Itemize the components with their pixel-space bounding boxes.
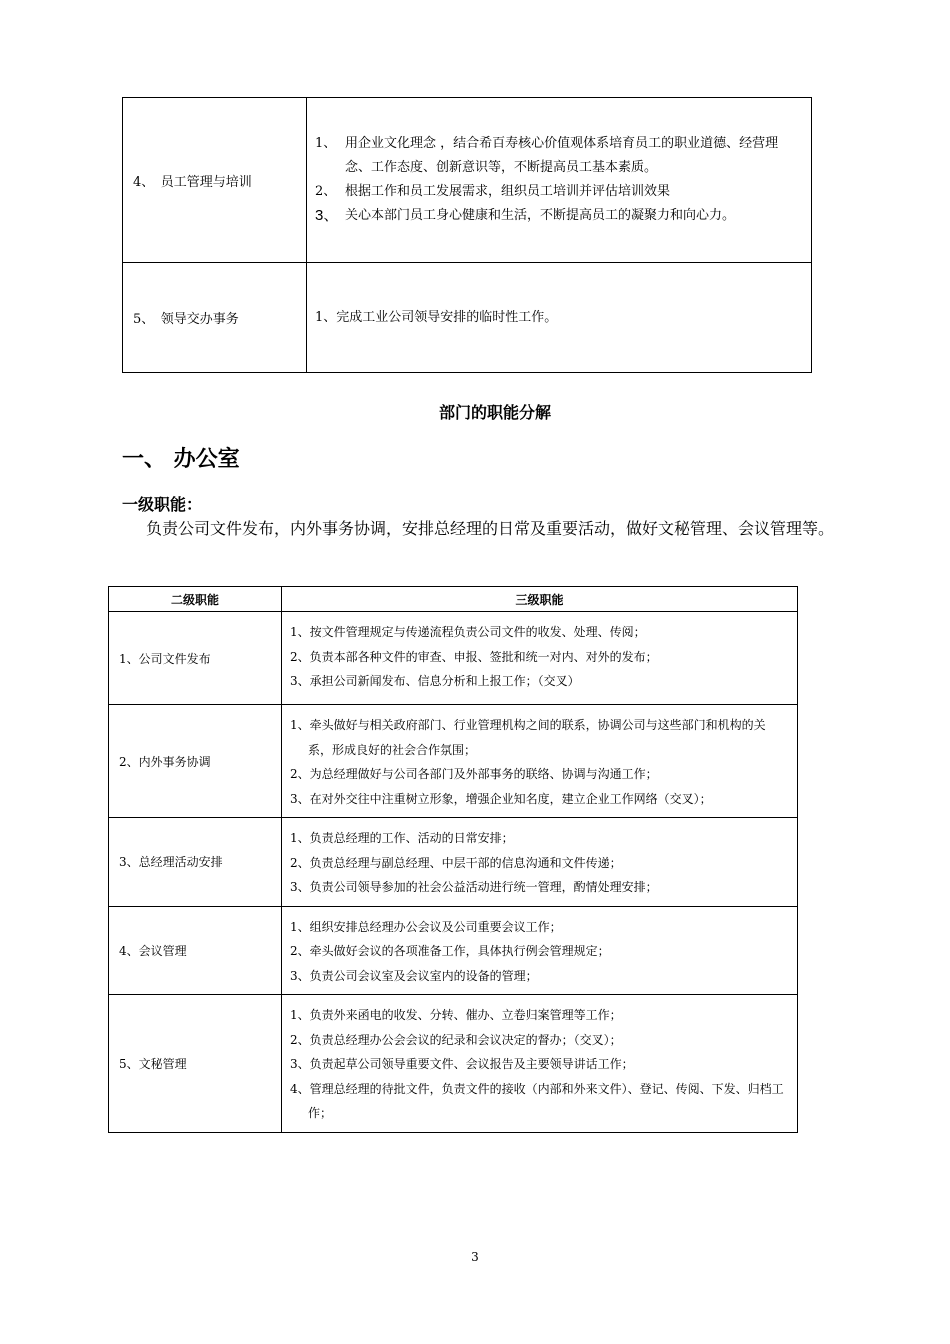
chapter-title: 一、 办公室 (122, 447, 240, 472)
row-content (282, 705, 798, 818)
list-item: 3、负责公司会议室及会议室内的设备的管理； (290, 968, 538, 983)
table-row (109, 818, 798, 907)
list-item: 3、在对外交往中注重树立形象，增强企业知名度，建立企业工作网络（交叉）； (290, 791, 712, 806)
table-row (109, 705, 798, 818)
row-content (282, 995, 798, 1133)
list-item: 4、管理总经理的待批文件，负责文件的接收（内部和外来文件）、登记、传阅、下发、归档工作； (290, 1081, 784, 1120)
function-breakdown-table (108, 586, 798, 1133)
row-content (282, 612, 798, 705)
list-item: 2、 根据工作和员工发展需求，组织员工培训并评估培训效果 (315, 184, 671, 199)
table-row (109, 612, 798, 705)
table-header-row (109, 587, 798, 612)
list-item: 2、为总经理做好与公司各部门及外部事务的联络、协调与沟通工作； (290, 767, 658, 781)
level1-label: 一级职能： (122, 495, 203, 514)
list-item: 1、负责外来函电的收发、分转、催办、立卷归案管理等工作； (290, 1008, 622, 1022)
row-label: 4、会议管理 (109, 906, 282, 995)
list-item: 2、负责总经理办公会会议的纪录和会议决定的督办；（交叉）； (290, 1032, 622, 1047)
row-label: 4、 员工管理与培训 (123, 98, 307, 263)
responsibility-table-continued (122, 97, 812, 373)
list-item: 1、 用企业文化理念 ，结合希百寿核心价值观体系培育员工的职业道德、经营理念、工作态度、创新意识等，不断提高员工基本素质。 (315, 136, 779, 175)
list-item: 2、负责本部各种文件的审查、申报、签批和统一对内、对外的发布； (290, 649, 658, 664)
list-item: 1、牵头做好与相关政府部门、行业管理机构之间的联系，协调公司与这些部门和机构的关系，形成良好的社会合作氛围； (290, 718, 766, 757)
table-row (109, 906, 798, 995)
list-item: 2、负责总经理与副总经理、中层干部的信息沟通和文件传递； (290, 855, 622, 870)
list-item: 3、 关心本部门员工身心健康和生活，不断提高员工的凝聚力和向心力。 (315, 207, 736, 224)
list-item: 3、负责公司领导参加的社会公益活动进行统一管理，酌情处理安排； (290, 880, 658, 894)
section-title: 部门的职能分解 (438, 403, 551, 422)
row-label: 5、 领导交办事务 (123, 263, 307, 373)
row-content (282, 906, 798, 995)
list-item: 3、承担公司新闻发布、信息分析和上报工作；（交叉） (290, 674, 580, 688)
list-item: 2、牵头做好会议的各项准备工作，具体执行例会管理规定； (290, 944, 610, 958)
list-item: 1、完成工业公司领导安排的临时性工作。 (315, 309, 558, 325)
row-label: 5、文秘管理 (109, 995, 282, 1133)
column-header: 三级职能 (282, 587, 798, 612)
row-content (282, 818, 798, 907)
list-item: 1、负责总经理的工作、活动的日常安排； (290, 831, 514, 845)
list-item: 3、负责起草公司领导重要文件、会议报告及主要领导讲话工作； (290, 1057, 634, 1071)
row-content (307, 263, 812, 373)
level1-description: 负责公司文件发布，内外事务协调，安排总经理的日常及重要活动，做好文秘管理、会议管理等。 (146, 519, 835, 538)
table-row (123, 263, 812, 373)
table-row (123, 98, 812, 263)
row-content (307, 98, 812, 263)
list-item: 1、按文件管理规定与传递流程负责公司文件的收发、处理、传阅； (290, 625, 646, 639)
list-item: 1、组织安排总经理办公会议及公司重要会议工作； (290, 919, 562, 934)
column-header: 二级职能 (109, 587, 282, 612)
table-row (109, 995, 798, 1133)
row-label: 2、内外事务协调 (109, 705, 282, 818)
row-label: 3、总经理活动安排 (109, 818, 282, 907)
page-number: 3 (471, 1250, 479, 1264)
row-label: 1、公司文件发布 (109, 612, 282, 705)
